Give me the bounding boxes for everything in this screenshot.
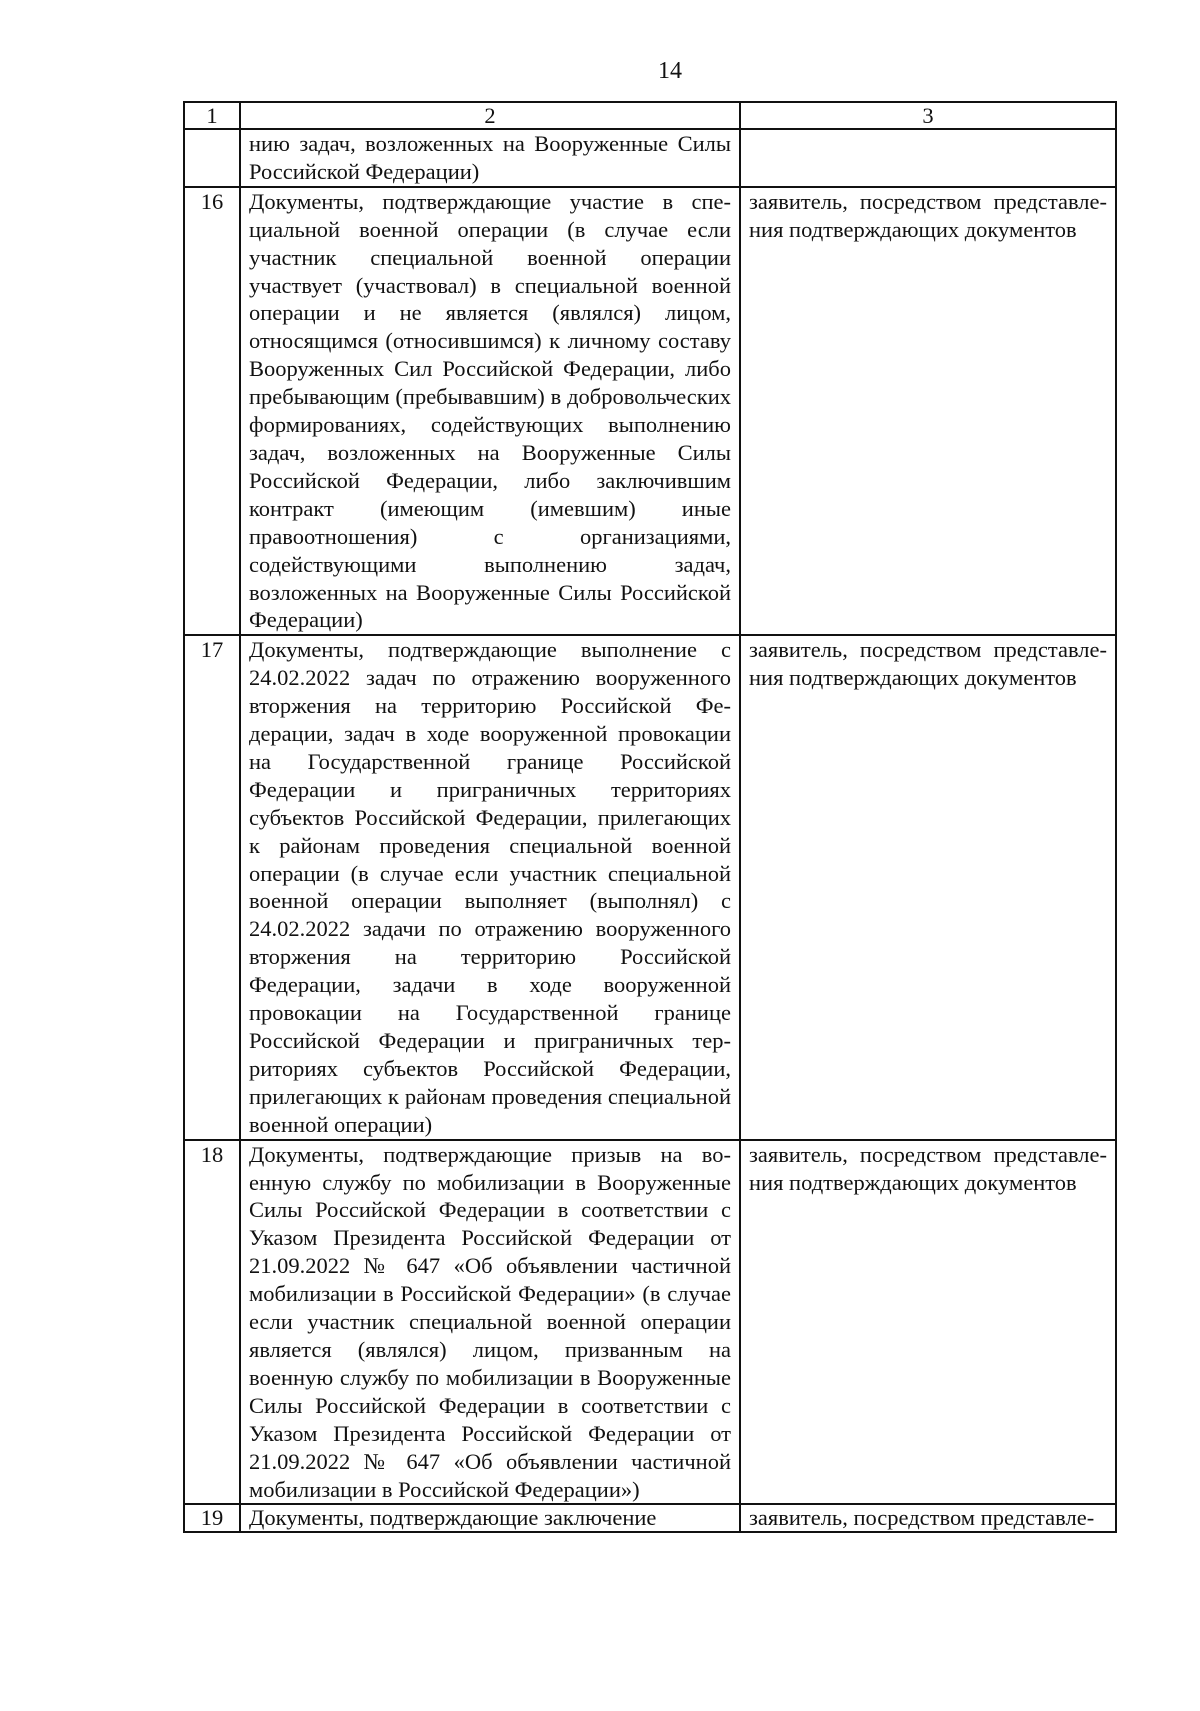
row-description: нию задач, возложенных на Вооруженные Силы Российской Федерации) — [240, 129, 740, 187]
row-number: 18 — [184, 1140, 240, 1505]
row-number: 17 — [184, 635, 240, 1139]
documents-table — [183, 101, 1117, 1533]
row-number: 16 — [184, 187, 240, 636]
column-header-1: 1 — [184, 102, 240, 129]
column-header-3: 3 — [740, 102, 1116, 129]
row-source: заявитель, посредством представле- — [740, 1504, 1116, 1532]
row-source: заявитель, посредством представления подтверждающих документов — [740, 635, 1116, 1139]
table-row-18 — [184, 1140, 1116, 1505]
row-source — [740, 129, 1116, 187]
table-header-row — [184, 102, 1116, 129]
row-number: 19 — [184, 1504, 240, 1532]
row-source: заявитель, посредством представления подтверждающих документов — [740, 187, 1116, 636]
row-description: Документы, подтверждающие заключение — [240, 1504, 740, 1532]
row-source: заявитель, посредством представления подтверждающих документов — [740, 1140, 1116, 1505]
row-number — [184, 129, 240, 187]
table-row-16 — [184, 187, 1116, 636]
page-number: 14 — [658, 58, 682, 84]
row-description: Документы, подтверждающие призыв на военную службу по мобилизации в Вооруженные Силы Российской Федерации в соответствии с Указом Президента Российской Федерации от 21.09.2022 № 647 «Об объявлении частичной мобилизации в Российской Федерации» (в случае если участник специальной военной операции является (являлся) лицом, призванным на военную службу по мобилизации в Вооруженные Силы Российской Федерации в соответствии с Указом Президента Российской Федерации от 21.09.2022 № 647 «Об объявлении частичной мобилизации в Российской Федерации») — [240, 1140, 740, 1505]
row-description: Документы, подтверждающие участие в специальной военной операции (в случае если участник специальной военной операции участвует (участвовал) в специальной военной операции и не является (являлся) лицом, относящимся (относившимся) к личному составу Вооруженных Сил Российской Федерации, либо пребывающим (пребывавшим) в добровольческих формированиях, содействующих выполнению задач, возложенных на Вооруженные Силы Российской Федерации, либо заключившим контракт (имеющим (имевшим) иные правоотношения) с организациями, содействующими выполнению задач, возложенных на Вооруженные Силы Российской Федерации) — [240, 187, 740, 636]
column-header-2: 2 — [240, 102, 740, 129]
table-row-continuation — [184, 129, 1116, 187]
table-row-17 — [184, 635, 1116, 1139]
table-row-19 — [184, 1504, 1116, 1532]
row-description: Документы, подтверждающие выполнение с 24.02.2022 задач по отражению вооруженного вторжения на территорию Российской Федерации, задач в ходе вооруженной провокации на Государственной границе Российской Федерации и приграничных территориях субъектов Российской Федерации, прилегающих к районам проведения специальной военной операции (в случае если участник специальной военной операции выполняет (выполнял) с 24.02.2022 задачи по отражению вооруженного вторжения на территорию Российской Федерации, задачи в ходе вооруженной провокации на Государственной границе Российской Федерации и приграничных территориях субъектов Российской Федерации, прилегающих к районам проведения специальной военной операции) — [240, 635, 740, 1139]
